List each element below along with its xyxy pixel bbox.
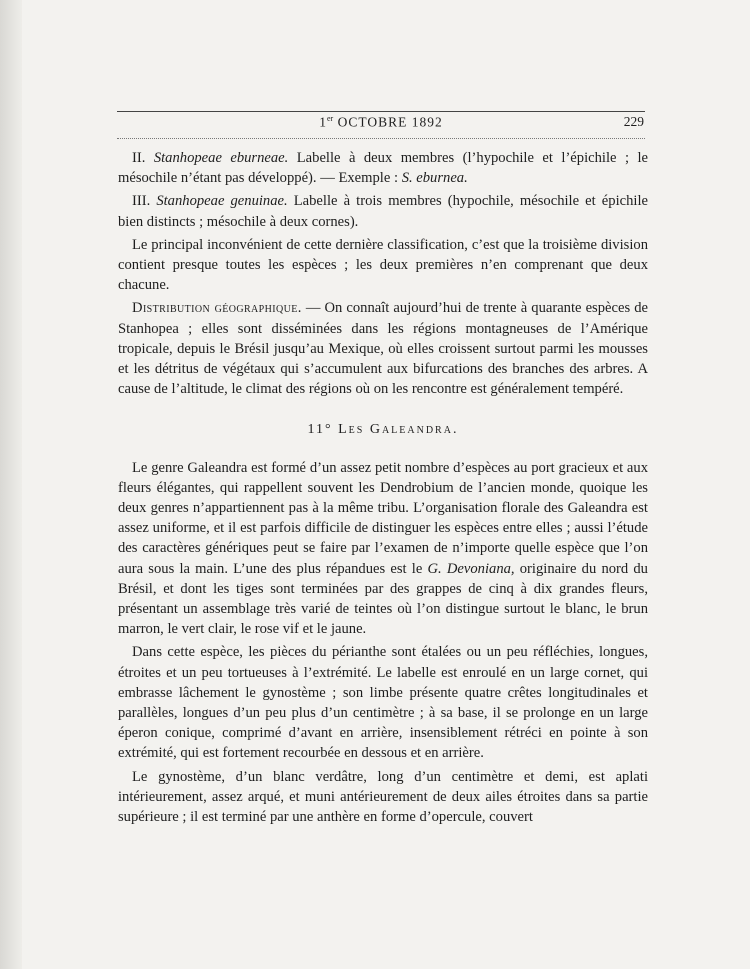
paragraph-perianthe: Dans cette espèce, les pièces du périanthe sont étalées ou un peu réfléchies, longues, étroites et un peu tortueuses à l’extrémité. Le labelle est enroulé en un large cornet, qui embrasse lâchement le gynostème ; son limbe présente quatre crêtes longitudinales et parallèles, longues d’un peu plus d’un centimètre ; à sa base, il se prolonge en un large éperon conique, comprimé d’avant en arrière, insensiblement rétréci en pointe à son extrémité, qui est fortement recourbée en dessous et en arrière.	[118, 644, 648, 762]
paragraph-gynosteme: Le gynostème, d’un blanc verdâtre, long d’un centimètre et demi, est aplati intérieurement, assez arqué, et muni antérieurement de deux ailes étroites dans sa partie supérieure ; il est terminé par une anthère en forme d’opercule, couvert	[118, 768, 648, 826]
header-rule-top	[117, 111, 645, 112]
page-edge-shadow	[0, 0, 22, 969]
paragraph-stanhopeae-genuinae: III. Stanhopeae genuinae. Labelle à trois membres (hypochile, mésochile et épichile bien distincts ; mésochile à deux cornes).	[118, 193, 648, 230]
distribution-heading: Distribution géographique.	[132, 300, 302, 317]
section-title-galeandra: 11° Les Galeandra.	[307, 422, 459, 438]
paragraph-distribution: Distribution géographique. — On connaît aujourd’hui de trente à quarante espèces de Stanhopea ; elles sont disséminées dans les régions montagneuses de l’Amérique tropicale, depuis le Brésil jusqu’au Mexique, où elles croissent surtout parmi les mousses et les détritus de végétaux qui s’accumulent aux bifurcations des branches des arbres. A cause de l’altitude, le climat des régions où on les rencontre est généralement tempéré.	[118, 300, 648, 398]
paragraph-stanhopeae-eburneae: II. Stanhopeae eburneae. Labelle à deux membres (l’hypochile et l’épichile ; le mésochile n’étant pas développé). — Exemple : S. eburnea.	[118, 150, 648, 187]
page-number: 229	[623, 114, 644, 129]
header-rule-bottom	[117, 138, 645, 139]
running-header-date: 1er OCTOBRE 1892	[319, 114, 443, 130]
paragraph-classification: Le principal inconvénient de cette dernière classification, c’est que la troisième division contient presque toutes les espèces ; les deux premières n’en comprenant que deux chacune.	[118, 236, 648, 294]
page-body	[118, 148, 648, 830]
paragraph-galeandra-intro: Le genre Galeandra est formé d’un assez petit nombre d’espèces au port gracieux et aux fleurs élégantes, qui rappellent souvent les Dendrobium de l’ancien monde, quoique les deux genres n’appartiennent pas à la même tribu. L’organisation florale des Galeandra est assez uniforme, et il est parfois difficile de distinguer les espèces entre elles ; aussi l’étude des caractères génériques peut se faire par l’examen de n’importe quelle espèce que l’on aura sous la main. L’une des plus répandues est le G. Devoniana, originaire du nord du Brésil, et dont les tiges sont terminées par des grappes de cinq à dix grandes fleurs, présentant un assemblage très varié de teintes où l’on distingue surtout le blanc, le brun marron, le vert clair, le rose vif et le jaune.	[118, 459, 648, 638]
